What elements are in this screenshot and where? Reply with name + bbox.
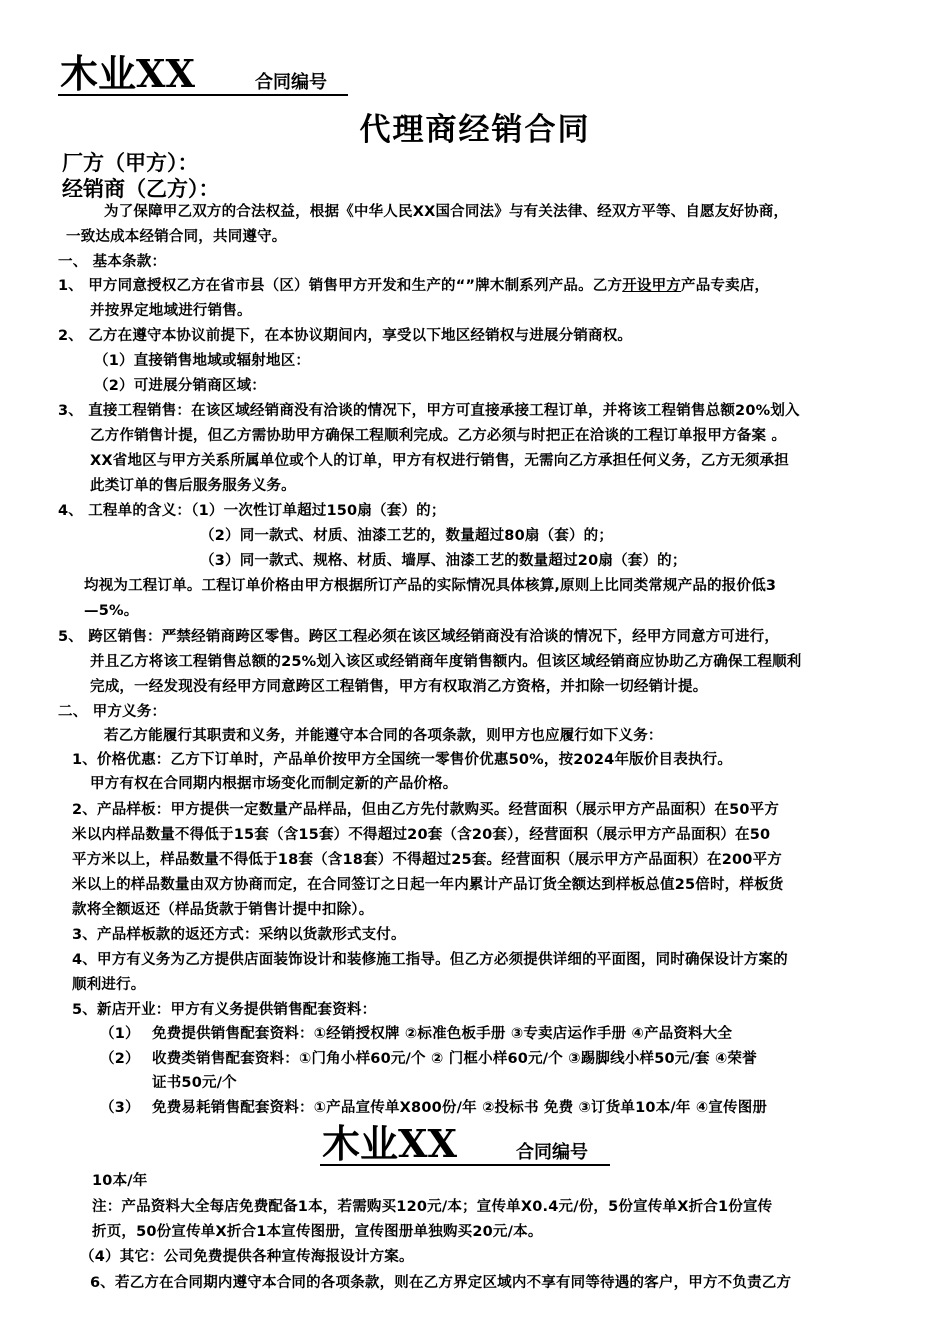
party-a-label: 厂方（甲方）：: [62, 151, 199, 175]
party-b-label: 经销商（乙方）：: [62, 177, 220, 201]
s2-item-2-line-1: 2、产品样板：甲方提供一定数量产品样品，但由乙方先付款购买。经营面积（展示甲方产品面积）在50平方: [72, 802, 780, 818]
item-4-line-2: （2）同一款式、材质、油漆工艺的，数量超过80扇（套）的；: [200, 528, 614, 544]
s2-item-1-line-1: 1、价格优惠：乙方下订单时，产品单价按甲方全国统一零售价优惠50%，按2024年版价目表执行。: [72, 752, 733, 768]
page2-item-6: 6、若乙方在合同期内遵守本合同的各项条款，则在乙方界定区域内不享有同等待遇的客户，甲方不负责乙方: [90, 1275, 792, 1291]
s2-item-2-line-3: 平方米以上，样品数量不得低于18套（含18套）不得超过25套。经营面积（展示甲方产品面积）在200平方: [72, 852, 782, 868]
page2-line-1: 10本/年: [92, 1173, 148, 1189]
s2-item-2-line-4: 米以上的样品数量由双方协商而定，在合同签订之日起一年内累计产品订货全额达到样板总值25倍时，样板货: [72, 877, 784, 893]
contract-number-label-2: 合同编号: [516, 1142, 588, 1163]
item-4-line-3: （3）同一款式、规格、材质、墙厚、油漆工艺的数量超过20扇（套）的；: [200, 553, 687, 569]
item-4-line-1: 4、 工程单的含义：（1）一次性订单超过150扇（套）的；: [58, 503, 446, 519]
s2-item-5-2-text-cont: 证书50元/个: [152, 1075, 237, 1091]
item-4-line-5: —5%。: [84, 603, 139, 619]
brand-name: 木业XX: [60, 51, 195, 96]
item-1-line-2: 并按界定地域进行销售。: [90, 303, 252, 319]
item-3-line-2: 乙方作销售计提，但乙方需协助甲方确保工程顺利完成。乙方必须与时把正在洽谈的工程订单报甲方备案 。: [90, 428, 787, 444]
section-2-intro: 若乙方能履行其职责和义务，并能遵守本合同的各项条款，则甲方也应履行如下义务：: [104, 728, 663, 744]
item-1-line-1: 1、 甲方同意授权乙方在省市县（区）销售甲方开发和生产的“”牌木制系列产品。乙方开设甲方产品专卖店，: [58, 278, 770, 294]
s2-item-4-line-2: 顺利进行。: [72, 977, 146, 993]
s2-item-5-1-text: 免费提供销售配套资料：①经销授权牌 ②标准色板手册 ③专卖店运作手册 ④产品资料大全: [152, 1026, 733, 1042]
item-5-line-1: 5、 跨区销售：严禁经销商跨区零售。跨区工程必须在该区域经销商没有洽谈的情况下，经甲方同意方可进行，: [58, 629, 780, 645]
page2-item-4: （4）其它：公司免费提供各种宣传海报设计方案。: [80, 1249, 414, 1265]
section-1-heading: 一、 基本条款：: [58, 254, 167, 270]
s2-item-5-2-text: 收费类销售配套资料：①门角小样60元/个 ② 门框小样60元/个 ③踢脚线小样50元/套 ④荣誉: [152, 1051, 757, 1067]
s2-item-2-line-2: 米以内样品数量不得低于15套（含15套）不得超过20套（含20套），经营面积（展示甲方产品面积）在50: [72, 827, 771, 843]
s2-item-3: 3、产品样板款的返还方式：采纳以货款形式支付。: [72, 927, 406, 943]
s2-item-5: 5、新店开业：甲方有义务提供销售配套资料：: [72, 1002, 377, 1018]
item-2-sub-1: （1）直接销售地域或辐射地区：: [94, 353, 311, 369]
contract-number-label: 合同编号: [255, 72, 327, 93]
section-2-heading: 二、 甲方义务：: [58, 704, 167, 720]
brand-name-2: 木业XX: [322, 1121, 457, 1166]
s2-item-5-1-num: （1）: [100, 1026, 140, 1042]
page2-note-line-2: 折页，50份宣传单X折合1本宣传图册，宣传图册单独购买20元/本。: [92, 1224, 543, 1240]
s2-item-5-2-num: （2）: [100, 1051, 140, 1067]
page2-note-line-1: 注：产品资料大全每店免费配备1本，若需购买120元/本；宣传单X0.4元/份，5份宣传单X折合1份宣传: [92, 1199, 773, 1215]
item-3-line-4: 此类订单的售后服务服务义务。: [90, 478, 296, 494]
item-2: 2、 乙方在遵守本协议前提下，在本协议期间内，享受以下地区经销权与进展分销商权。: [58, 328, 633, 344]
item-2-sub-2: （2）可进展分销商区域：: [94, 378, 266, 394]
item-5-line-3: 完成，一经发现没有经甲方同意跨区工程销售，甲方有权取消乙方资格，并扣除一切经销计提。: [90, 679, 708, 695]
document-title: 代理商经销合同: [359, 112, 591, 148]
s2-item-4-line-1: 4、甲方有义务为乙方提供店面装饰设计和装修施工指导。但乙方必须提供详细的平面图，同时确保设计方案的: [72, 952, 788, 968]
item-5-line-2: 并且乙方将该工程销售总额的25%划入该区或经销商年度销售额内。但该区域经销商应协助乙方确保工程顺利: [90, 654, 802, 670]
s2-item-2-line-5: 款将全额返还（样品货款于销售计提中扣除）。: [72, 902, 374, 918]
item-3-line-3: XX省地区与甲方关系所属单位或个人的订单，甲方有权进行销售，无需向乙方承担任何义务，乙方无须承担: [90, 453, 789, 469]
s2-item-5-3-text: 免费易耗销售配套资料：①产品宣传单X800份/年 ②投标书 免费 ③订货单10本/年 ④宣传图册: [152, 1100, 768, 1116]
s2-item-1-line-2: 甲方有权在合同期内根据市场变化而制定新的产品价格。: [90, 776, 458, 792]
item-3-line-1: 3、 直接工程销售：在该区域经销商没有洽谈的情况下，甲方可直接承接工程订单，并将该工程销售总额20%划入: [58, 403, 800, 419]
s2-item-5-3-num: （3）: [100, 1100, 140, 1116]
intro-line-1: 为了保障甲乙双方的合法权益，根据《中华人民XX国合同法》与有关法律、经双方平等、自愿友好协商，: [104, 204, 789, 220]
intro-line-2: 一致达成本经销合同，共同遵守。: [66, 229, 287, 245]
underlined-phrase: 开设甲方: [622, 278, 682, 294]
item-4-line-4: 均视为工程订单。工程订单价格由甲方根据所订产品的实际情况具体核算,原则上比同类常规产品的报价低3: [84, 578, 777, 594]
